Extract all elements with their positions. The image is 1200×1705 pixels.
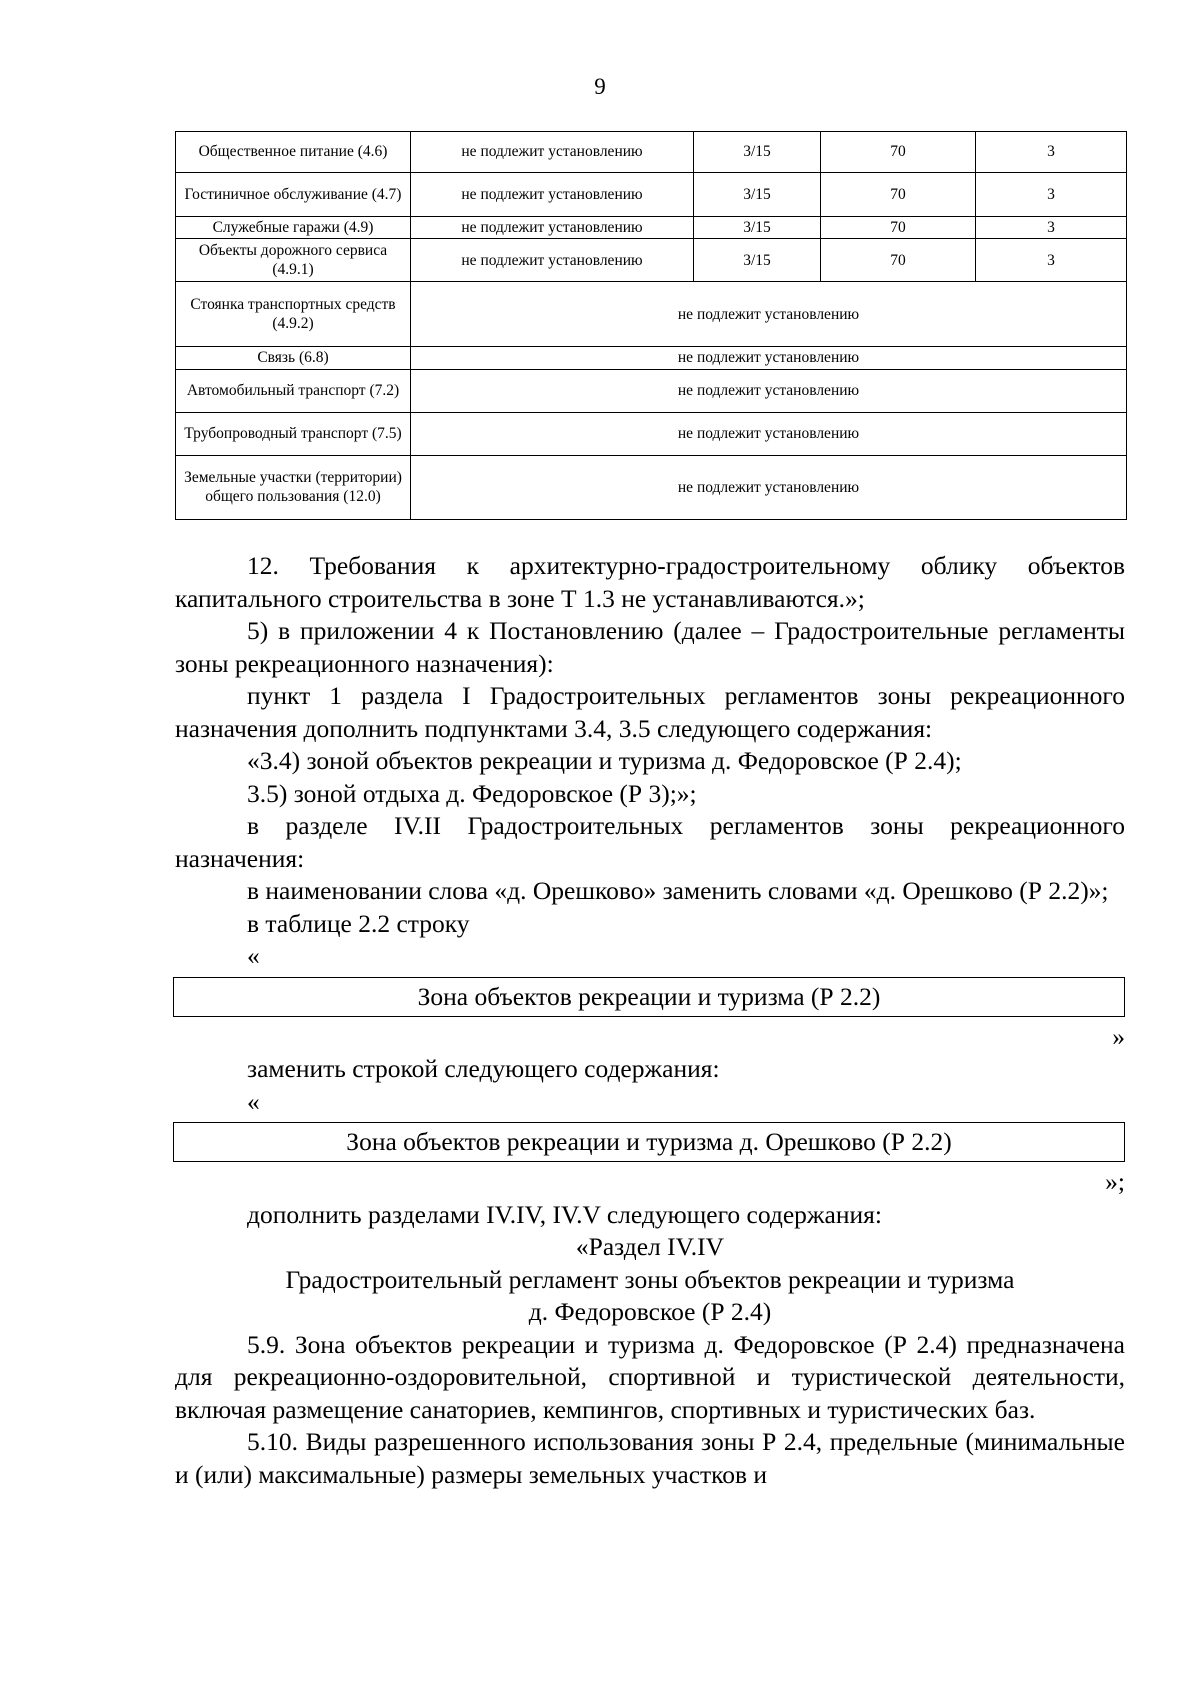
section-title: «Раздел IV.IV xyxy=(575,1232,725,1261)
paragraph: дополнить разделами IV.IV, IV.V следующего содержания: xyxy=(247,1199,882,1229)
table-cell: 3/15 xyxy=(694,217,821,239)
table-cell: 70 xyxy=(821,217,976,239)
merged-cell: не подлежит установлению xyxy=(411,412,1127,455)
table-row xyxy=(176,412,1127,455)
use-type-cell: Стоянка транспортных средств (4.9.2) xyxy=(176,282,411,347)
table-row xyxy=(176,132,1127,173)
table-cell: 70 xyxy=(821,132,976,173)
boxed-row-old: Зона объектов рекреации и туризма (Р 2.2) xyxy=(173,977,1125,1017)
table-cell: 3 xyxy=(976,132,1127,173)
paragraph: 3.5) зоной отдыха д. Федоровское (Р 3);»; xyxy=(247,778,697,808)
use-type-cell: Земельные участки (территории) общего пользования (12.0) xyxy=(176,455,411,519)
table-cell: 3/15 xyxy=(694,239,821,282)
use-type-cell: Служебные гаражи (4.9) xyxy=(176,217,411,239)
use-type-cell: Общественное питание (4.6) xyxy=(176,132,411,173)
paragraph: 5) в приложении 4 к Постановлению (далее – Градостроительные регламенты зоны рекреационного назначения): xyxy=(175,616,1125,678)
paragraph: 12. Требования к архитектурно-градостроительному облику объектов капитального строительства в зоне Т 1.3 не устанавливаются.»; xyxy=(175,551,1125,613)
table-row xyxy=(176,455,1127,519)
open-quote: « xyxy=(247,1086,260,1116)
merged-cell: не подлежит установлению xyxy=(411,455,1127,519)
section-subtitle: д. Федоровское (Р 2.4) xyxy=(528,1297,772,1326)
use-type-cell: Связь (6.8) xyxy=(176,347,411,369)
regulations-table xyxy=(175,131,1127,520)
merged-cell: не подлежит установлению xyxy=(411,282,1127,347)
table-cell: 70 xyxy=(821,239,976,282)
paragraph: заменить строкой следующего содержания: xyxy=(247,1054,720,1083)
table-cell: 3 xyxy=(976,239,1127,282)
table-cell: 70 xyxy=(821,173,976,217)
table-row xyxy=(176,282,1127,347)
paragraph: в наименовании слова «д. Орешково» заменить словами «д. Орешково (Р 2.2)»; xyxy=(247,876,1109,905)
use-type-cell: Трубопроводный транспорт (7.5) xyxy=(176,412,411,455)
table-cell: не подлежит установлению xyxy=(411,132,694,173)
table-cell: 3/15 xyxy=(694,173,821,217)
table-row xyxy=(176,369,1127,412)
table-row xyxy=(176,173,1127,217)
table-cell: не подлежит установлению xyxy=(411,173,694,217)
table-row xyxy=(176,347,1127,369)
paragraph: пункт 1 раздела I Градостроительных регламентов зоны рекреационного назначения дополнить подпунктами 3.4, 3.5 следующего содержания: xyxy=(175,681,1125,743)
table-row xyxy=(176,217,1127,239)
table-cell: не подлежит установлению xyxy=(411,239,694,282)
close-quote: »; xyxy=(1105,1167,1125,1196)
table-cell: не подлежит установлению xyxy=(411,217,694,239)
table-cell: 3 xyxy=(976,173,1127,217)
close-quote: » xyxy=(1112,1021,1125,1051)
paragraph: «3.4) зоной объектов рекреации и туризма д. Федоровское (Р 2.4); xyxy=(247,746,962,775)
boxed-row-new: Зона объектов рекреации и туризма д. Орешково (Р 2.2) xyxy=(173,1122,1125,1162)
paragraph: в разделе IV.II Градостроительных регламентов зоны рекреационного назначения: xyxy=(175,811,1125,873)
page-number: 9 xyxy=(594,74,606,99)
merged-cell: не подлежит установлению xyxy=(411,369,1127,412)
merged-cell: не подлежит установлению xyxy=(411,347,1127,369)
open-quote: « xyxy=(247,941,260,970)
table-cell: 3 xyxy=(976,217,1127,239)
use-type-cell: Объекты дорожного сервиса (4.9.1) xyxy=(176,239,411,282)
use-type-cell: Автомобильный транспорт (7.2) xyxy=(176,369,411,412)
paragraph: 5.9. Зона объектов рекреации и туризма д. Федоровское (Р 2.4) предназначена для рекреационно-оздоровительной, спортивной и туристической деятельности, включая размещение санаториев, кемпингов, спортивных и туристических баз. xyxy=(175,1329,1125,1424)
section-subtitle: Градостроительный регламент зоны объектов рекреации и туризма xyxy=(285,1264,1015,1294)
use-type-cell: Гостиничное обслуживание (4.7) xyxy=(176,173,411,217)
table-cell: 3/15 xyxy=(694,132,821,173)
paragraph: в таблице 2.2 строку xyxy=(247,908,470,938)
table-row xyxy=(176,239,1127,282)
paragraph: 5.10. Виды разрешенного использования зоны Р 2.4, предельные (минимальные и (или) максимальные) размеры земельных участков и xyxy=(175,1427,1125,1489)
document-body xyxy=(175,550,1125,1491)
